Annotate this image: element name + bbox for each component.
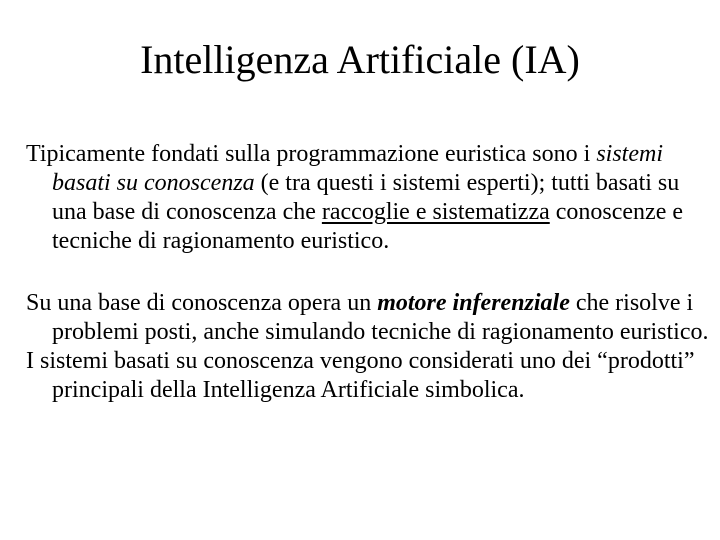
slide-title: Intelligenza Artificiale (IA) — [140, 37, 580, 82]
p1-text-c: (e tra questi i sistemi esperti); tutti basati su una base di conoscenza che — [52, 170, 680, 225]
p2-text-a: Su una base di conoscenza opera un — [26, 290, 378, 316]
paragraph-inference-engine — [26, 289, 711, 347]
p1-text-a: Tipicamente fondati sulla programmazione euristica sono i — [26, 141, 597, 167]
p1-emphasis-knowledge-systems: sistemi basati su conoscenza — [52, 141, 663, 196]
p2-emphasis-inference-engine: motore inferenziale — [377, 290, 570, 316]
p2-text-c: che risolve i problemi posti, anche simulando tecniche di ragionamento euristico. — [52, 290, 709, 345]
p3-text-a: I sistemi basati su conoscenza vengono considerati uno dei “prodotti” principali della Intelligenza Artificiale simbolica. — [26, 348, 695, 403]
slide-body — [26, 140, 711, 405]
p1-underlined-phrase: raccoglie e sistematizza — [321, 199, 550, 225]
paragraph-knowledge-based-systems — [26, 140, 711, 256]
paragraph-symbolic-ai — [26, 347, 711, 405]
paragraph-spacer — [26, 256, 711, 289]
p1-text-e: conoscenze e tecniche di ragionamento euristico. — [52, 199, 684, 254]
